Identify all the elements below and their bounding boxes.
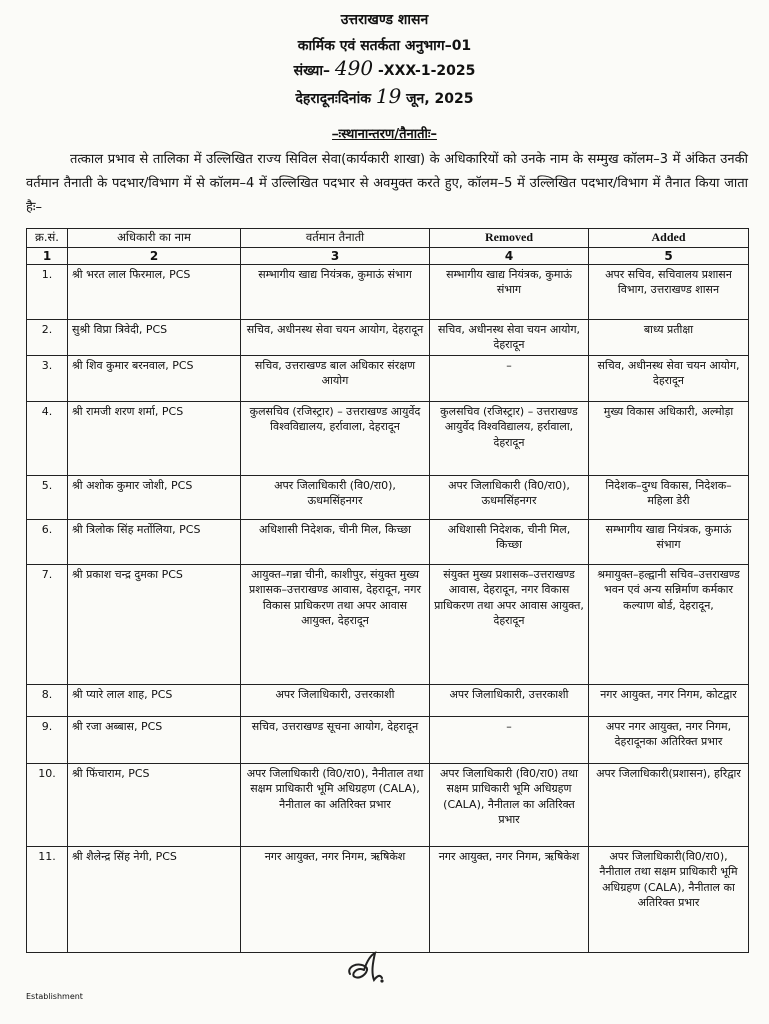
intro-paragraph: तत्काल प्रभाव से तालिका में उल्लिखित राज्य सिविल सेवा(कार्यकारी शाखा) के अधिकारियों को उनके नाम के सम्मुख कॉलम–3 में अंकित उनकी वर्तमान तैनाती के पदभार/विभाग में से कॉलम–4 में उल्लिखित पदभार से अवमुक्त करते हुए, कॉलम–5 में उल्लिखित पदभार/विभाग में तैनात किया जाता हैः– (26, 152, 748, 215)
removed-post: अपर जिलाधिकारी (वि0/रा0) तथा सक्षम प्राधिकारी भूमि अधिग्रहण (CALA), नैनीताल का अतिरिक्त प्रभार (430, 763, 589, 846)
added-post: अपर जिलाधिकारी(प्रशासन), हरिद्वार (589, 763, 749, 846)
column-number: 4 (430, 247, 589, 264)
serial-number: 3. (27, 355, 68, 401)
officer-name: श्री भरत लाल फिरमाल, PCS (68, 264, 241, 319)
removed-post: – (430, 355, 589, 401)
officer-name: श्री रजा अब्बास, PCS (68, 716, 241, 763)
officer-name: श्री प्रकाश चन्द्र दुमका PCS (68, 564, 241, 684)
header-government: उत्तराखण्ड शासन (340, 12, 429, 28)
officer-name: श्री शैलेन्द्र सिंह नेगी, PCS (68, 846, 241, 952)
officer-name: श्री फिंचाराम, PCS (68, 763, 241, 846)
order-label: संख्या– (293, 63, 331, 79)
header-officer-name: अधिकारी का नाम (68, 229, 241, 248)
table-header-row (27, 229, 749, 248)
added-post: मुख्य विकास अधिकारी, अल्मोड़ा (589, 401, 749, 475)
table-row (27, 401, 749, 475)
table-row (27, 716, 749, 763)
date-day: 19 (375, 84, 402, 108)
table-row (27, 846, 749, 952)
table-row (27, 684, 749, 716)
column-number: 2 (68, 247, 241, 264)
table-row (27, 519, 749, 564)
officer-name: श्री रामजी शरण शर्मा, PCS (68, 401, 241, 475)
serial-number: 1. (27, 264, 68, 319)
added-post: अपर नगर आयुक्त, नगर निगम, देहरादूनका अतिरिक्त प्रभार (589, 716, 749, 763)
added-post: बाध्य प्रतीक्षा (589, 319, 749, 355)
serial-number: 5. (27, 475, 68, 519)
officer-name: श्री प्यारे लाल शाह, PCS (68, 684, 241, 716)
current-posting: सचिव, अधीनस्थ सेवा चयन आयोग, देहरादून (241, 319, 430, 355)
date-suffix: जून, 2025 (406, 91, 474, 107)
current-posting: सचिव, उत्तराखण्ड सूचना आयोग, देहरादून (241, 716, 430, 763)
header-serial: क्र.सं. (27, 229, 68, 248)
serial-number: 10. (27, 763, 68, 846)
date-line (0, 84, 769, 108)
column-number: 3 (241, 247, 430, 264)
table-row (27, 564, 749, 684)
order-number: 490 (334, 56, 374, 80)
current-posting: आयुक्त–गन्ना चीनी, काशीपुर, संयुक्त मुख्य प्रशासक–उत्तराखण्ड आवास, देहरादून, नगर विकास प्राधिकरण तथा अपर आवास आयुक्त, देहरादून (241, 564, 430, 684)
signature-mark (344, 950, 390, 986)
serial-number: 7. (27, 564, 68, 684)
order-suffix: -XXX-1-2025 (377, 63, 476, 79)
added-post: नगर आयुक्त, नगर निगम, कोटद्वार (589, 684, 749, 716)
date-prefix: देहरादूनःदिनांक (295, 91, 371, 107)
current-posting: नगर आयुक्त, नगर निगम, ऋषिकेश (241, 846, 430, 952)
removed-post: अपर जिलाधिकारी, उत्तरकाशी (430, 684, 589, 716)
footer-establishment: Establishment (26, 992, 83, 1001)
table-row (27, 475, 749, 519)
officer-name: श्री शिव कुमार बरनवाल, PCS (68, 355, 241, 401)
column-number: 1 (27, 247, 68, 264)
serial-number: 4. (27, 401, 68, 475)
serial-number: 9. (27, 716, 68, 763)
added-post: श्रमायुक्त–हल्द्वानी सचिव–उत्तराखण्ड भवन एवं अन्य सन्निर्माण कर्मकार कल्याण बोर्ड, देहरादून, (589, 564, 749, 684)
added-post: सम्भागीय खाद्य नियंत्रक, कुमाऊं संभाग (589, 519, 749, 564)
current-posting: अपर जिलाधिकारी (वि0/रा0), नैनीताल तथा सक्षम प्राधिकारी भूमि अधिग्रहण (CALA), नैनीताल का अतिरिक्त प्रभार (241, 763, 430, 846)
removed-post: – (430, 716, 589, 763)
added-post: अपर जिलाधिकारी(वि0/रा0), नैनीताल तथा सक्षम प्राधिकारी भूमि अधिग्रहण (CALA), नैनीताल का अतिरिक्त प्रभार (589, 846, 749, 952)
removed-post: सम्भागीय खाद्य नियंत्रक, कुमाऊं संभाग (430, 264, 589, 319)
table-row (27, 319, 749, 355)
serial-number: 8. (27, 684, 68, 716)
serial-number: 6. (27, 519, 68, 564)
header-removed: Removed (430, 229, 589, 248)
added-post: अपर सचिव, सचिवालय प्रशासन विभाग, उत्तराखण्ड शासन (589, 264, 749, 319)
current-posting: अपर जिलाधिकारी, उत्तरकाशी (241, 684, 430, 716)
table-row (27, 763, 749, 846)
current-posting: अपर जिलाधिकारी (वि0/रा0), ऊधमसिंहनगर (241, 475, 430, 519)
header-department: कार्मिक एवं सतर्कता अनुभाग–01 (297, 38, 472, 54)
transfer-table (26, 228, 749, 953)
serial-number: 2. (27, 319, 68, 355)
table-row (27, 264, 749, 319)
header-added: Added (589, 229, 749, 248)
subject-heading: –ःस्थानान्तरण/तैनातीः– (332, 127, 437, 142)
column-number: 5 (589, 247, 749, 264)
officer-name: श्री त्रिलोक सिंह मर्तोलिया, PCS (68, 519, 241, 564)
added-post: निदेशक–दुग्ध विकास, निदेशक–महिला डेरी (589, 475, 749, 519)
officer-name: श्री अशोक कुमार जोशी, PCS (68, 475, 241, 519)
current-posting: कुलसचिव (रजिस्ट्रार) – उत्तराखण्ड आयुर्वेद विश्वविद्यालय, हर्रावाला, देहरादून (241, 401, 430, 475)
removed-post: कुलसचिव (रजिस्ट्रार) – उत्तराखण्ड आयुर्वेद विश्वविद्यालय, हर्रावाला, देहरादून (430, 401, 589, 475)
removed-post: नगर आयुक्त, नगर निगम, ऋषिकेश (430, 846, 589, 952)
officer-name: सुश्री विप्रा त्रिवेदी, PCS (68, 319, 241, 355)
header-current-posting: वर्तमान तैनाती (241, 229, 430, 248)
removed-post: सचिव, अधीनस्थ सेवा चयन आयोग, देहरादून (430, 319, 589, 355)
current-posting: सचिव, उत्तराखण्ड बाल अधिकार संरक्षण आयोग (241, 355, 430, 401)
order-number-line (0, 56, 769, 80)
current-posting: सम्भागीय खाद्य नियंत्रक, कुमाऊं संभाग (241, 264, 430, 319)
removed-post: अधिशासी निदेशक, चीनी मिल, किच्छा (430, 519, 589, 564)
removed-post: संयुक्त मुख्य प्रशासक–उत्तराखण्ड आवास, देहरादून, नगर विकास प्राधिकरण तथा अपर आवास आयुक्त, देहरादून (430, 564, 589, 684)
column-number-row (27, 247, 749, 264)
removed-post: अपर जिलाधिकारी (वि0/रा0), ऊधमसिंहनगर (430, 475, 589, 519)
serial-number: 11. (27, 846, 68, 952)
current-posting: अधिशासी निदेशक, चीनी मिल, किच्छा (241, 519, 430, 564)
table-row (27, 355, 749, 401)
added-post: सचिव, अधीनस्थ सेवा चयन आयोग, देहरादून (589, 355, 749, 401)
